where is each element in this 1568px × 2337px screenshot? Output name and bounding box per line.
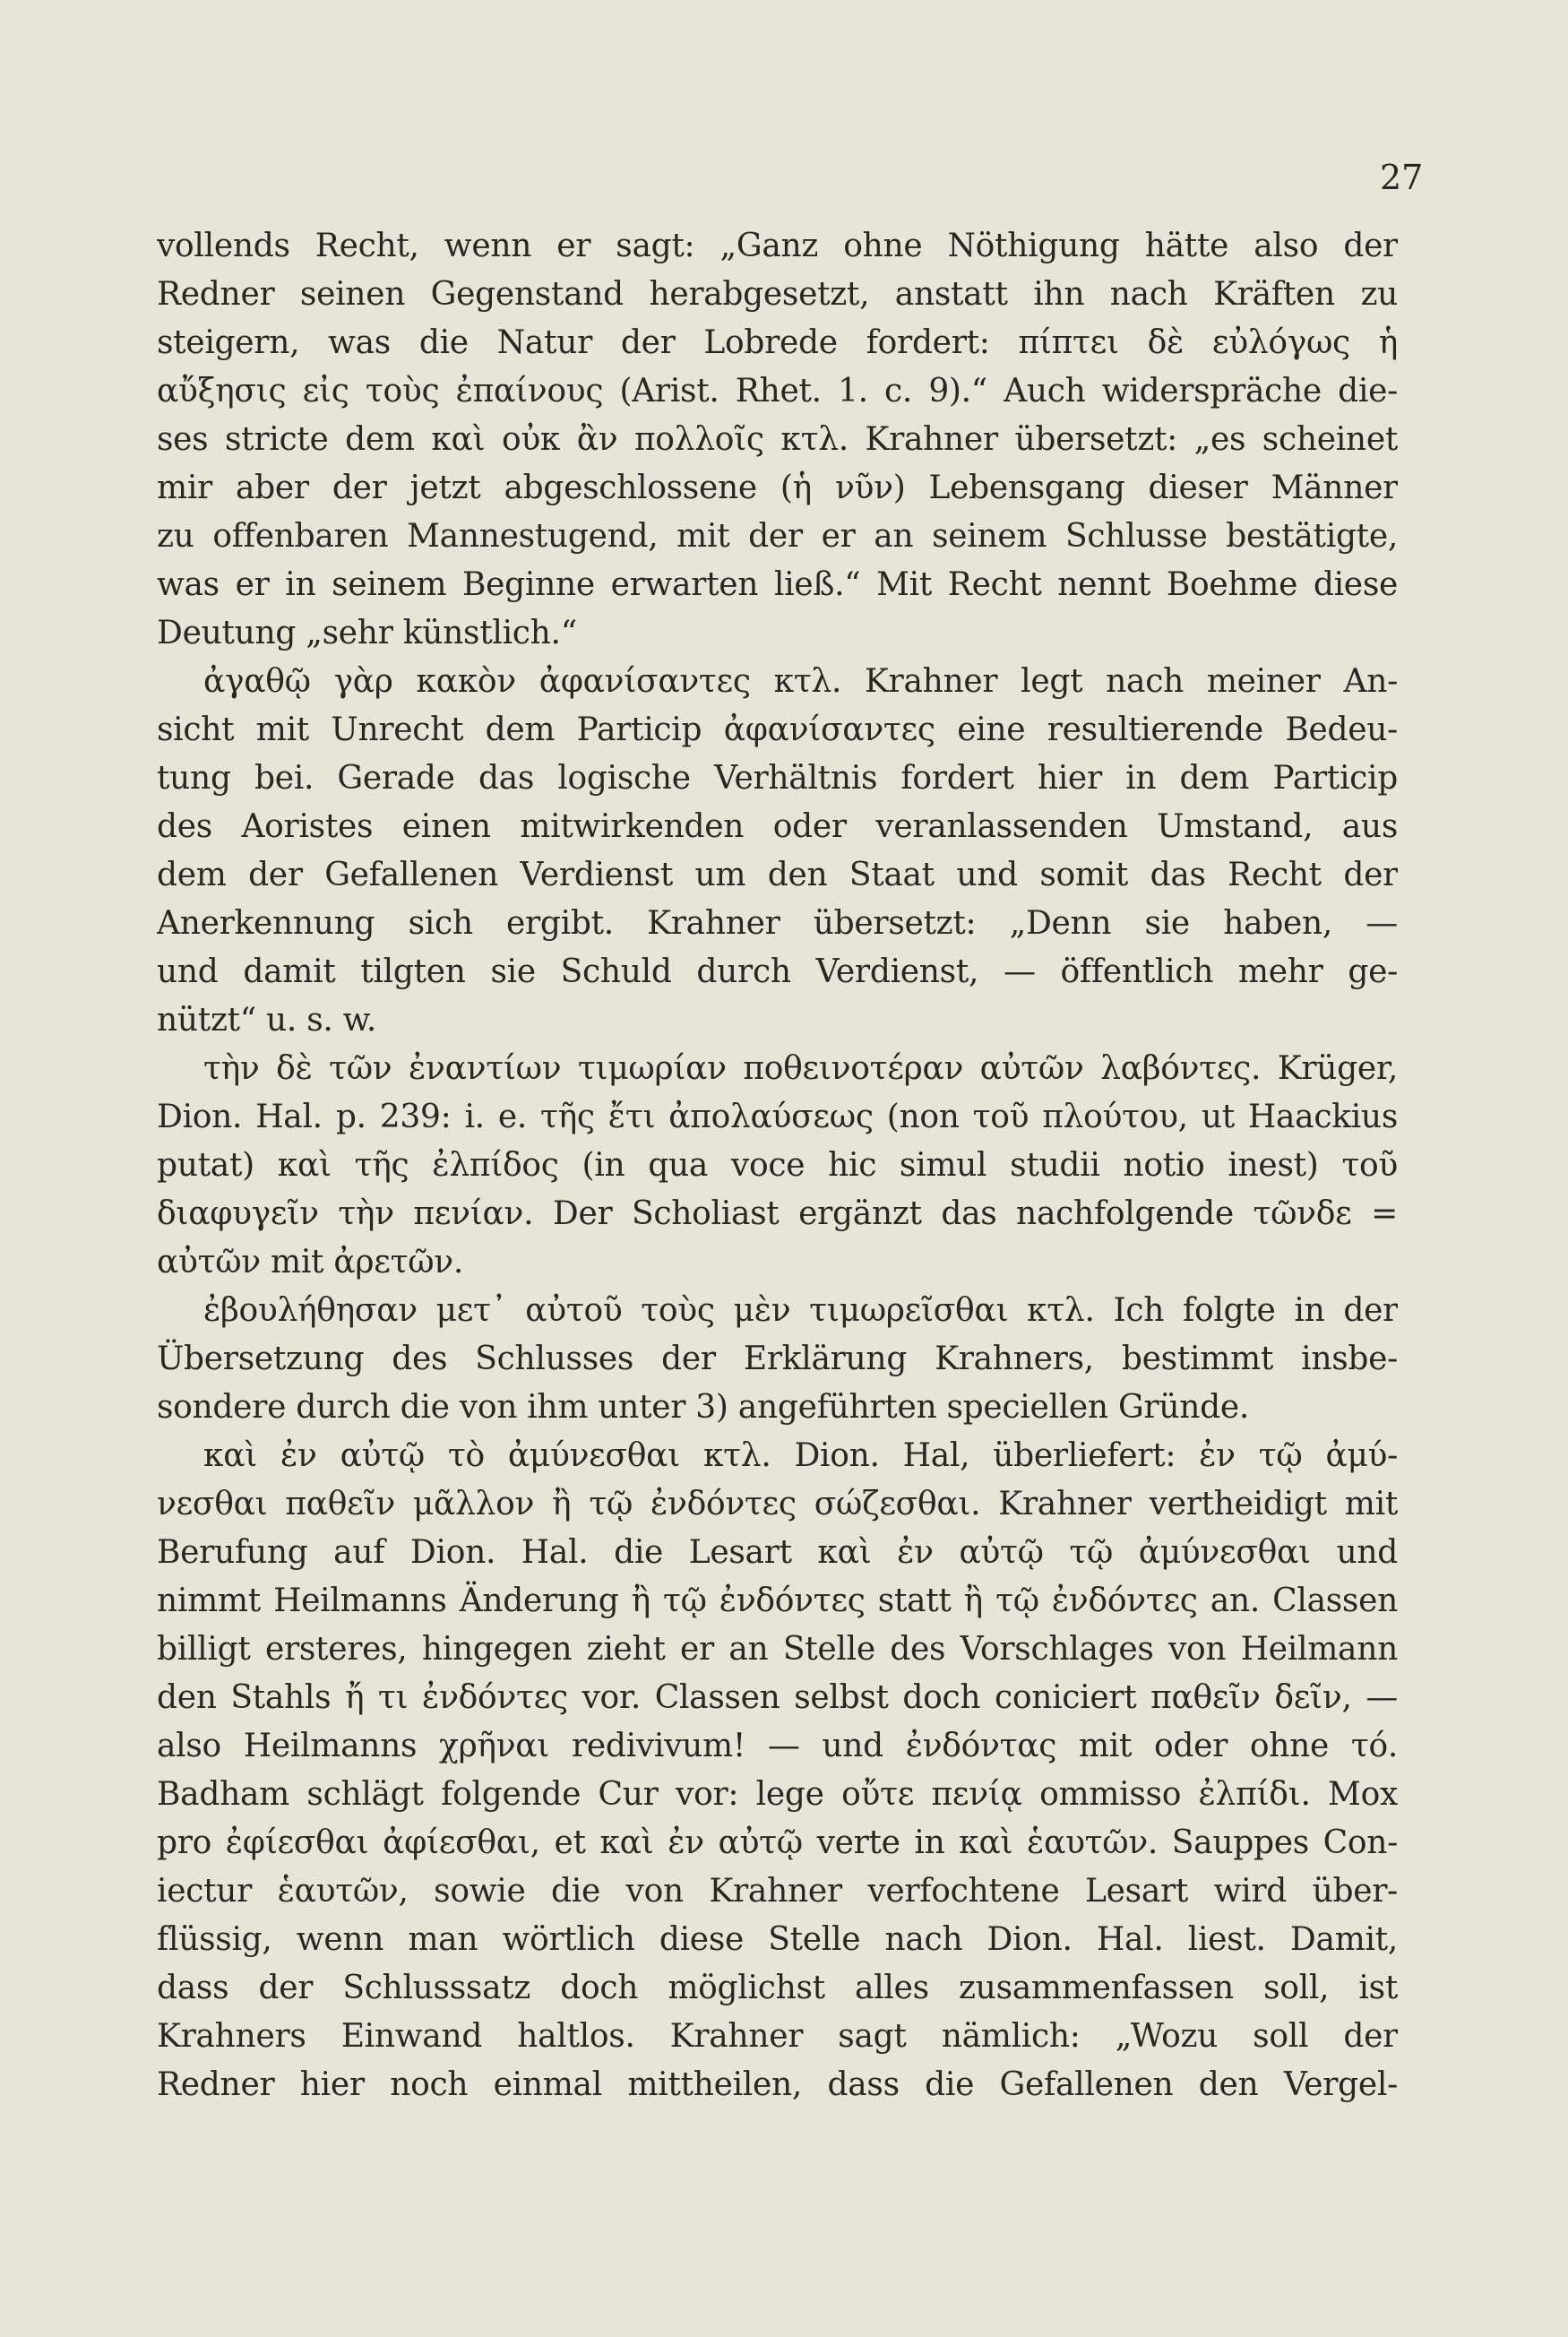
body-text: [157, 222, 1398, 2109]
text-line: Übersetzung des Schlusses der Erklärung Krahners, bestimmt insbe-: [157, 1341, 1398, 1377]
text-line: sondere durch die von ihm unter 3) angeführten speciellen Gründe.: [157, 1389, 1249, 1426]
text-line: mir aber der jetzt abgeschlossene (ἡ νῦν) Lebensgang dieser Männer: [157, 470, 1398, 506]
text-line: vollends Recht, wenn er sagt: „Ganz ohne Nöthigung hätte also der: [157, 228, 1398, 264]
text-line: ἐβουλήθησαν μετ᾽ αὐτοῦ τοὺς μὲν τιμωρεῖσθαι κτλ. Ich folgte in der: [203, 1292, 1398, 1329]
text-line: was er in seinem Beginne erwarten ließ.“ Mit Recht nennt Boehme diese: [157, 566, 1398, 603]
text-line: Krahners Einwand haltlos. Krahner sagt nämlich: „Wozu soll der: [157, 2018, 1398, 2055]
text-line: αὔξησις εἰς τοὺς ἐπαίνους (Arist. Rhet. 1. c. 9).“ Auch widerspräche die-: [157, 373, 1398, 410]
text-line: sicht mit Unrecht dem Particip ἀφανίσαντες eine resultierende Bedeu-: [157, 711, 1398, 748]
text-line: Deutung „sehr künstlich.“: [157, 615, 577, 651]
text-line: den Stahls ἤ τι ἐνδόντες vor. Classen selbst doch coniciert παθεῖν δεῖν, —: [157, 1679, 1398, 1716]
page-number: 27: [1380, 158, 1424, 197]
text-line: steigern, was die Natur der Lobrede fordert: πίπτει δὲ εὐλόγως ἡ: [157, 324, 1398, 361]
text-line: νεσθαι παθεῖν μᾶλλον ἢ τῷ ἐνδόντες σώζεσθαι. Krahner vertheidigt mit: [157, 1486, 1398, 1522]
text-line: Redner seinen Gegenstand herabgesetzt, anstatt ihn nach Kräften zu: [157, 276, 1398, 313]
text-line: αὐτῶν mit ἀρετῶν.: [157, 1244, 463, 1281]
text-line: flüssig, wenn man wörtlich diese Stelle nach Dion. Hal. liest. Damit,: [157, 1921, 1398, 1958]
text-line: pro ἐφίεσθαι ἀφίεσθαι, et καὶ ἐν αὐτῷ verte in καὶ ἑαυτῶν. Sauppes Con-: [157, 1824, 1398, 1861]
text-line: Badham schlägt folgende Cur vor: lege οὔτε πενίᾳ ommisso ἐλπίδι. Mox: [157, 1776, 1398, 1813]
text-line: iectur ἑαυτῶν, sowie die von Krahner verfochtene Lesart wird über-: [157, 1873, 1398, 1910]
text-line: Berufung auf Dion. Hal. die Lesart καὶ ἐν αὐτῷ τῷ ἀμύνεσθαι und: [157, 1534, 1398, 1571]
text-line: dem der Gefallenen Verdienst um den Staat und somit das Recht der: [157, 857, 1398, 893]
text-line: tung bei. Gerade das logische Verhältnis fordert hier in dem Particip: [157, 760, 1398, 797]
text-line: Anerkennung sich ergibt. Krahner übersetzt: „Denn sie haben, —: [157, 905, 1398, 942]
text-line: und damit tilgten sie Schuld durch Verdienst, — öffentlich mehr ge-: [157, 953, 1398, 990]
text-line: zu offenbaren Mannestugend, mit der er an seinem Schlusse bestätigte,: [157, 518, 1398, 555]
text-line: Dion. Hal. p. 239: i. e. τῆς ἔτι ἀπολαύσεως (non τοῦ πλούτου, ut Haackius: [157, 1099, 1398, 1135]
text-line: διαφυγεῖν τὴν πενίαν. Der Scholiast ergänzt das nachfolgende τῶνδε =: [157, 1195, 1398, 1232]
text-line: billigt ersteres, hingegen zieht er an Stelle des Vorschlages von Heilmann: [157, 1631, 1398, 1668]
text-line: ses stricte dem καὶ οὐκ ἂν πολλοῖς κτλ. Krahner übersetzt: „es scheinet: [157, 421, 1398, 458]
text-line: putat) καὶ τῆς ἐλπίδος (in qua voce hic simul studii notio inest) τοῦ: [157, 1147, 1398, 1184]
text-line: nützt“ u. s. w.: [157, 1002, 377, 1039]
text-line: des Aoristes einen mitwirkenden oder veranlassenden Umstand, aus: [157, 808, 1398, 845]
text-line: ἀγαθῷ γὰρ κακὸν ἀφανίσαντες κτλ. Krahner legt nach meiner An-: [203, 663, 1398, 700]
text-line: also Heilmanns χρῆναι redivivum! — und ἐνδόντας mit oder ohne τό.: [157, 1728, 1398, 1764]
text-line: nimmt Heilmanns Änderung ἢ τῷ ἐνδόντες statt ἢ τῷ ἐνδόντες an. Classen: [157, 1582, 1398, 1619]
text-line: dass der Schlusssatz doch möglichst alles zusammenfassen soll, ist: [157, 1970, 1398, 2006]
text-line: καὶ ἐν αὐτῷ τὸ ἀμύνεσθαι κτλ. Dion. Hal, überliefert: ἐν τῷ ἀμύ-: [203, 1437, 1398, 1474]
text-line: Redner hier noch einmal mittheilen, dass die Gefallenen den Vergel-: [157, 2066, 1398, 2103]
text-line: τὴν δὲ τῶν ἐναντίων τιμωρίαν ποθεινοτέραν αὐτῶν λαβόντες. Krüger,: [203, 1050, 1398, 1087]
